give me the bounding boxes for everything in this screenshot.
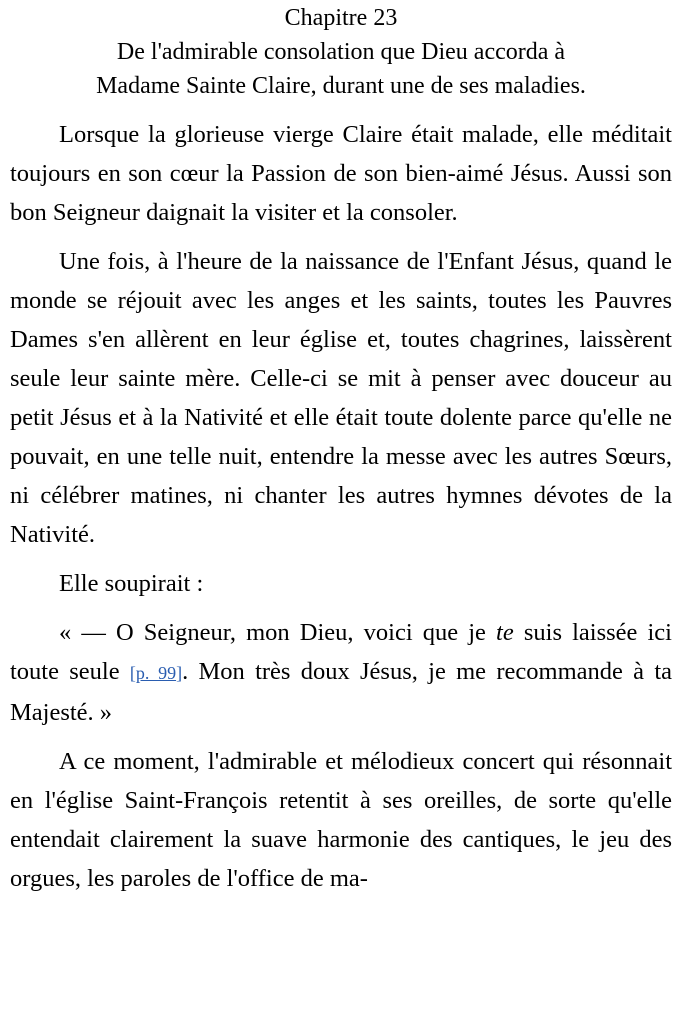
page-reference	[130, 663, 182, 683]
chapter-title-line-1: De l'admirable consolation que Dieu accorda à	[116, 39, 566, 65]
paragraph-3: Elle soupirait :	[59, 570, 204, 597]
paragraph-2: Une fois, à l'heure de la naissance de l'Enfant Jésus, quand le monde se réjouit avec les anges et les saints, toutes les Pauvres Dames s'en allèrent en leur église et, toutes chagrines, laissèrent seule leur sainte mère. Celle-ci se mit à penser avec douceur au petit Jésus et à la Nativité et elle était toute dolente parce qu'elle ne pouvait, en une telle nuit, entendre la messe avec les autres Sœurs, ni célébrer matines, ni chanter les autres hymnes dévotes de la Nativité.	[10, 248, 672, 548]
paragraph-5: A ce moment, l'admirable et mélodieux concert qui résonnait en l'église Saint-François retentit à ses oreilles, de sorte qu'elle entendait clairement la suave harmonie des cantiques, le jeu des orgues, les paroles de l'office de ma-	[10, 748, 672, 892]
paragraph-4-italic: te	[496, 619, 514, 646]
page-ref-bracket-open: [	[129, 663, 136, 683]
paragraph-4	[10, 613, 672, 732]
paragraph-4-text-start: « — O Seigneur, mon Dieu, voici que je	[59, 619, 497, 646]
chapter-body	[10, 115, 672, 898]
paragraph-4-text-end: . Mon très doux Jésus, je me recommande à ta Majesté. »	[10, 658, 673, 726]
chapter-title-line-2: Madame Sainte Claire, durant une de ses maladies.	[96, 73, 586, 99]
document-page	[10, 0, 672, 908]
chapter-heading	[10, 1, 672, 103]
paragraph-4-text-middle: suis laissée ici toute seule	[10, 619, 672, 685]
page-ref-link[interactable]: p. 99	[135, 663, 177, 683]
page-ref-bracket-close: ]	[176, 663, 183, 683]
chapter-number: Chapitre 23	[284, 5, 398, 31]
paragraph-1: Lorsque la glorieuse vierge Claire était malade, elle méditait toujours en son cœur la Passion de son bien-aimé Jésus. Aussi son bon Seigneur daignait la visiter et la consoler.	[10, 121, 672, 226]
